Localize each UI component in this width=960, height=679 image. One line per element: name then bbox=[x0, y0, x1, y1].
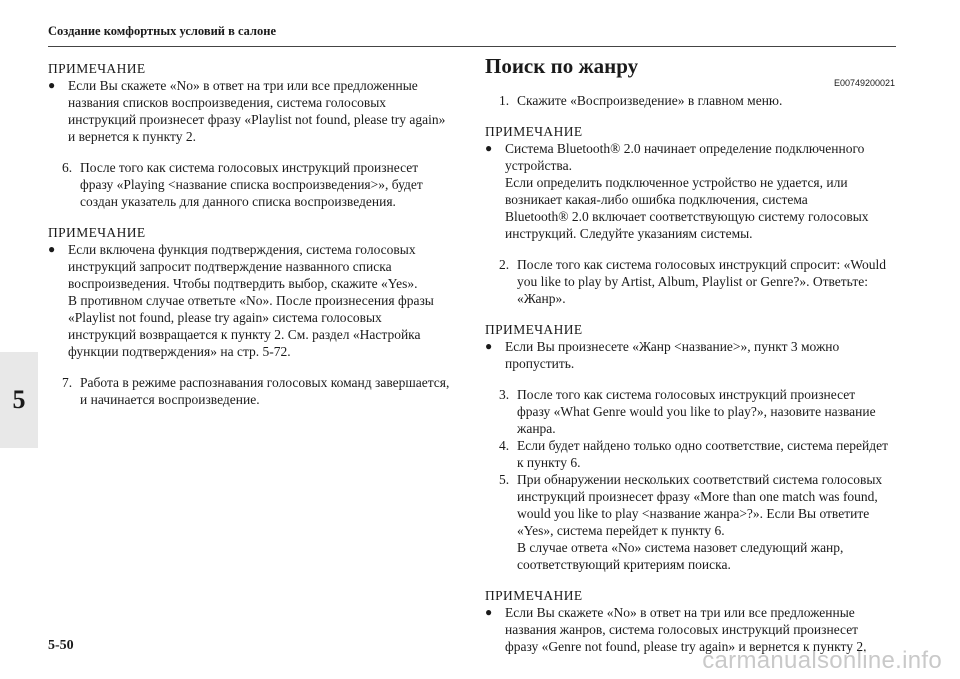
bullet-icon: ● bbox=[485, 141, 493, 155]
note-bullet bbox=[485, 604, 895, 655]
text-line: Bluetooth® 2.0 включает соответствующую систему голосовых bbox=[505, 209, 869, 224]
step-2 bbox=[485, 256, 895, 307]
step-3 bbox=[485, 386, 895, 437]
text-line: устройства. bbox=[505, 158, 572, 173]
text-line: При обнаружении нескольких соответствий система голосовых bbox=[517, 472, 883, 487]
note-text bbox=[505, 140, 895, 242]
step-number: 7. bbox=[62, 375, 73, 390]
text-line: «Жанр». bbox=[517, 291, 566, 306]
text-line: Система Bluetooth® 2.0 начинает определение подключенного bbox=[505, 141, 865, 156]
note-bullet bbox=[485, 338, 895, 372]
text-line: инструкций произнесет фразу «More than one match was found, bbox=[517, 489, 878, 504]
note-heading: ПРИМЕЧАНИЕ bbox=[485, 322, 583, 337]
bullet-icon: ● bbox=[48, 242, 56, 256]
step-number: 6. bbox=[62, 160, 73, 175]
step-text bbox=[517, 471, 895, 573]
text-line: would you like to play <название жанра>?». Если Вы ответите bbox=[517, 506, 870, 521]
bullet-icon: ● bbox=[485, 339, 493, 353]
text-line: В противном случае ответьте «No». После произнесения фразы bbox=[68, 293, 434, 308]
text-line: воспроизведения. Чтобы подтвердить выбор, скажите «Yes». bbox=[68, 276, 418, 291]
watermark: carmanualsonline.info bbox=[702, 647, 942, 674]
step-number: 4. bbox=[499, 438, 510, 453]
text-line: В случае ответа «No» система назовет следующий жанр, bbox=[517, 540, 844, 555]
note-bullet bbox=[48, 241, 466, 360]
step-number: 5. bbox=[499, 472, 510, 487]
text-line: фразу «Genre not found, please try again» и вернется к пункту 2. bbox=[505, 639, 867, 654]
page-number: 5-50 bbox=[48, 638, 74, 653]
text-line: Если Вы скажете «No» в ответ на три или все предложенные bbox=[505, 605, 855, 620]
step-text bbox=[517, 437, 895, 471]
text-line: Если Вы произнесете «Жанр <название>», пункт 3 можно bbox=[505, 339, 840, 354]
bullet-icon: ● bbox=[48, 78, 56, 92]
note-heading: ПРИМЕЧАНИЕ bbox=[485, 588, 583, 603]
text-line: «Yes», система перейдет к пункту 6. bbox=[517, 523, 725, 538]
bullet-icon: ● bbox=[485, 605, 493, 619]
text-line: и вернется к пункту 2. bbox=[68, 129, 196, 144]
note-heading: ПРИМЕЧАНИЕ bbox=[48, 61, 146, 76]
text-line: Если Вы скажете «No» в ответ на три или все предложенные bbox=[68, 78, 418, 93]
running-header: Создание комфортных условий в салоне bbox=[48, 24, 277, 38]
text-line: возникает какая-либо ошибка подключения, система bbox=[505, 192, 808, 207]
note-text bbox=[505, 338, 895, 372]
text-line: инструкций произнесет фразу «Playlist not found, please try again» bbox=[68, 112, 446, 127]
text-line: пропустить. bbox=[505, 356, 575, 371]
text-line: После того как система голосовых инструкций произнесет bbox=[517, 387, 856, 402]
step-1 bbox=[485, 92, 895, 109]
text-line: Если определить подключенное устройство не удается, или bbox=[505, 175, 848, 190]
text-line: После того как система голосовых инструкций спросит: «Would bbox=[517, 257, 886, 272]
text-line: фразу «What Genre would you like to play?», назовите название bbox=[517, 404, 876, 419]
text-line: создан указатель для данного списка воспроизведения. bbox=[80, 194, 396, 209]
step-number: 3. bbox=[499, 387, 510, 402]
right-column bbox=[485, 52, 895, 655]
text-line: соответствующий критериям поиска. bbox=[517, 557, 731, 572]
text-line: фразу «Playing <название списка воспроизведения>», будет bbox=[80, 177, 423, 192]
step-4 bbox=[485, 437, 895, 471]
text-line: Если включена функция подтверждения, система голосовых bbox=[68, 242, 416, 257]
text-line: названия списков воспроизведения, система голосовых bbox=[68, 95, 387, 110]
left-column bbox=[48, 60, 466, 408]
chapter-tab: 5 bbox=[0, 352, 38, 448]
text-line: После того как система голосовых инструкций произнесет bbox=[80, 160, 419, 175]
note-text bbox=[68, 241, 466, 360]
text-line: к пункту 6. bbox=[517, 455, 581, 470]
step-number: 2. bbox=[499, 257, 510, 272]
text-line: инструкций возвращается к пункту 2. См. раздел «Настройка bbox=[68, 327, 421, 342]
text-line: инструкций запросит подтверждение названного списка bbox=[68, 259, 392, 274]
text-line: функции подтверждения» на стр. 5-72. bbox=[68, 344, 291, 359]
note-text bbox=[505, 604, 895, 655]
text-line: Работа в режиме распознавания голосовых команд завершается, bbox=[80, 375, 450, 390]
step-text bbox=[517, 386, 895, 437]
note-bullet bbox=[485, 140, 895, 242]
note-heading: ПРИМЕЧАНИЕ bbox=[485, 124, 583, 139]
step-number: 1. bbox=[499, 93, 510, 108]
step-7 bbox=[48, 374, 466, 408]
step-text bbox=[517, 92, 895, 109]
step-5 bbox=[485, 471, 895, 573]
note-heading: ПРИМЕЧАНИЕ bbox=[48, 225, 146, 240]
text-line: названия жанров, система голосовых инструкций произнесет bbox=[505, 622, 859, 637]
text-line: «Playlist not found, please try again» система голосовых bbox=[68, 310, 382, 325]
header-rule bbox=[48, 46, 896, 47]
text-line: Скажите «Воспроизведение» в главном меню. bbox=[517, 93, 783, 108]
text-line: Если будет найдено только одно соответствие, система перейдет bbox=[517, 438, 889, 453]
section-title: Поиск по жанру bbox=[485, 54, 639, 78]
note-text bbox=[68, 77, 466, 145]
note-bullet bbox=[48, 77, 466, 145]
step-text bbox=[517, 256, 895, 307]
text-line: жанра. bbox=[517, 421, 556, 436]
step-6 bbox=[48, 159, 466, 210]
step-text bbox=[80, 159, 466, 210]
step-text bbox=[80, 374, 466, 408]
text-line: you like to play by Artist, Album, Playlist or Genre?». Ответьте: bbox=[517, 274, 868, 289]
text-line: инструкций. Следуйте указаниям системы. bbox=[505, 226, 753, 241]
section-code: E00749200021 bbox=[833, 78, 895, 88]
text-line: и начинается воспроизведение. bbox=[80, 392, 260, 407]
